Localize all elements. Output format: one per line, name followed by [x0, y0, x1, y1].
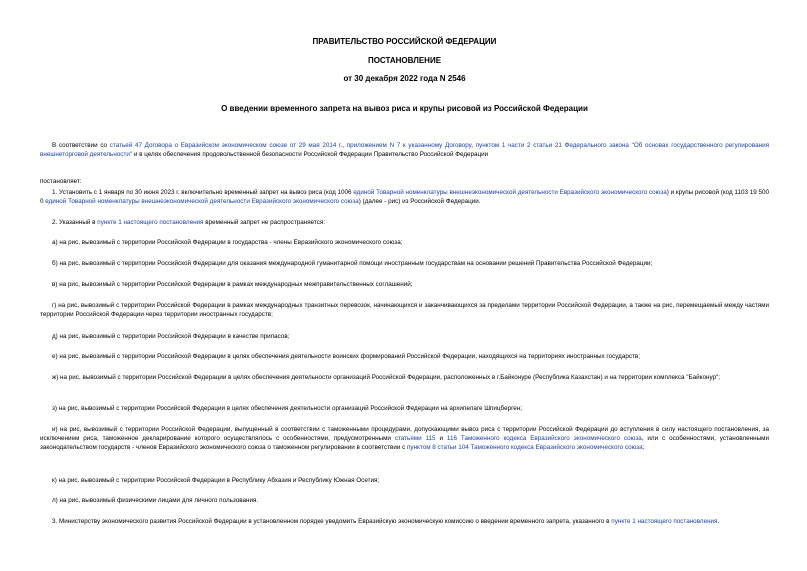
subitem-z: з) на рис, вывозимый с территории Российской Федерации в целях обеспечения деятельности организаций Российской Федерации на архипелаге Шпицберген; [52, 405, 522, 412]
item-1-paragraph: 1. Установить с 1 января по 30 июня 2023 г. включительно временный запрет на вывоз риса (код 1006 единой Товарной номенклатуры внешнеэкономической деятельности Евразийского экономического союза) и крупы рисовой (код 1103 19 500 0 единой Товарной номенклатуры внешнеэкономической деятельности Евразийского экономического союза) (далее - рис) из Российской Федерации. [40, 189, 769, 206]
link-article-47-treaty[interactable]: статьей 47 Договора о Евразийском экономическом союзе от 29 мая 2014 г. [109, 142, 343, 149]
government-name: ПРАВИТЕЛЬСТВО РОССИЙСКОЙ ФЕДЕРАЦИИ [312, 37, 497, 46]
link-tn-ved-2[interactable]: единой Товарной номенклатуры внешнеэкономической деятельности Евразийского экономического союза [45, 198, 359, 206]
subitem-zh: ж) на рис, вывозимый с территории Российской Федерации в целях обеспечения деятельности организаций Российской Федерации, расположенных в г.Байконуре (Республика Казахстан) и на территории комплекса "Байконур"; [52, 374, 721, 381]
subitem-d: д) на рис, вывозимый с территории Российской Федерации в качестве припасов; [52, 333, 290, 340]
item-3-paragraph: 3. Министерству экономического развития Российской Федерации в установленном порядке уведомить Евразийскую экономическую комиссию о введении временного запрета, указанного в пункте 1 настоящего постановления. [52, 518, 720, 525]
link-tn-ved-1[interactable]: единой Товарной номенклатуры внешнеэкономической деятельности Евразийского экономического союза [353, 189, 667, 196]
subitem-k: к) на рис, вывозимый с территории Российской Федерации в Республику Абхазия и Республику Южная Осетия; [52, 477, 380, 484]
subitem-i: и) на рис, вывозимый с территории Российской Федерации, выпущенный в соответствии с таможенными процедурами, допускающими вывоз риса с территории Российской Федерации до вступления в силу настоящего постановления, за исключением риса, таможенное декларирование которого осуществлялось с особенностями, предусмотренными статьями 115 и 116 Таможенного кодекса Евразийского экономического союза, или с особенностями, установленными законодательством государств - членов Евразийского экономического союза о таможенном регулировании в соответствии с пунктом 8 статьи 104 Таможенного кодекса Евразийского экономического союза; [40, 426, 769, 452]
link-article-115[interactable]: статьями 115 [394, 435, 436, 443]
link-item-1-notice[interactable]: пункте 1 настоящего постановления [611, 518, 718, 525]
document-title: О введении временного запрета на вывоз риса и крупы рисовой из Российской Федерации [221, 104, 588, 113]
preamble-paragraph: В соответствии со статьей 47 Договора о Евразийском экономическом союзе от 29 мая 2014 г., приложением N 7 к указанному Договору, пунктом 1 части 2 статьи 21 Федерального закона "Об основах государственного регулирования внешнеторговой деятельности" и в целях обеспечения продовольственной безопасности Российской Федерации Правительство Российской Федерации [40, 142, 769, 159]
link-article-104-customs-code[interactable]: пунктом 8 статьи 104 Таможенного кодекса Евразийского экономического союза [407, 444, 643, 452]
subitem-a: а) на рис, вывозимый с территории Российской Федерации в государства - члены Евразийского экономического союза; [52, 239, 403, 246]
subitem-e: е) на рис, вывозимый с территории Российской Федерации в целях обеспечения деятельности воинских формирований Российской Федерации, находящихся на территориях иностранных государств; [52, 353, 640, 360]
document-type: ПОСТАНОВЛЕНИЕ [367, 56, 442, 65]
subitem-b: б) на рис, вывозимый с территории Российской Федерации для оказания международной гуманитарной помощи иностранным государствам на основании решений Правительства Российской Федерации; [52, 260, 653, 267]
link-federal-law-article-21[interactable]: пунктом 1 части 2 статьи 21 Федерального закона "Об основах государственного регулирования внешнеторговой деятельности" [40, 142, 769, 159]
document-date-number: от 30 декабря 2022 года N 2546 [343, 74, 466, 83]
link-article-116-customs-code[interactable]: 116 Таможенного кодекса Евразийского экономического союза [446, 435, 642, 443]
subitem-v: в) на рис, вывозимый с территории Российской Федерации в рамках международных межправительственных соглашений; [52, 281, 413, 288]
link-annex-7[interactable]: приложением N 7 к указанному Договору [346, 142, 472, 149]
link-item-1[interactable]: пункте 1 настоящего постановления [97, 219, 204, 226]
item-2-paragraph: 2. Указанный в пункте 1 настоящего постановления временный запрет не распространяется: [52, 219, 326, 226]
decides-label: постановляет: [40, 178, 82, 185]
subitem-g: г) на рис, вывозимый с территории Российской Федерации в рамках международных транзитных перевозок, начинающихся и заканчивающихся за пределами территории Российской Федерации, а также на рис, перемещаемый между частями территории Российской Федерации через территории иностранных государств; [40, 302, 769, 319]
subitem-l: л) на рис, вывозимый физическими лицами для личного пользования. [52, 497, 259, 504]
